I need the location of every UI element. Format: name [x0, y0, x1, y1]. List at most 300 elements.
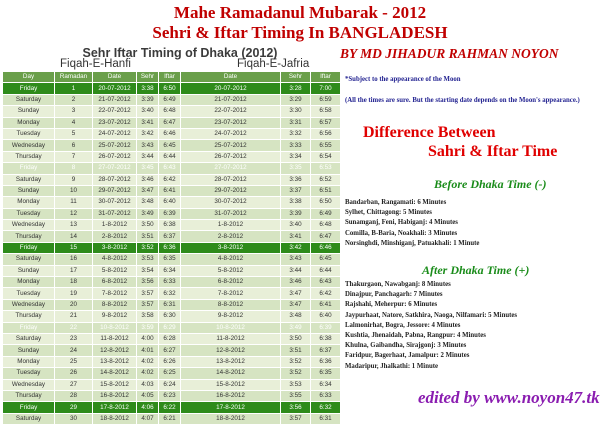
ramadan-cell: 24 [55, 345, 93, 356]
iftar-cell: 6:26 [159, 356, 181, 367]
iftar-cell: 6:38 [159, 220, 181, 231]
sehr-cell: 4:07 [137, 413, 159, 424]
sehr-cell: 3:52 [281, 368, 311, 379]
iftar-cell: 6:27 [159, 345, 181, 356]
sehr-cell: 3:47 [281, 288, 311, 299]
iftar-cell: 6:30 [159, 311, 181, 322]
table-row [181, 117, 341, 128]
table-row [181, 345, 341, 356]
date-cell: 3-8-2012 [181, 242, 281, 253]
table-row [181, 163, 341, 174]
date-cell: 17-8-2012 [93, 402, 137, 413]
iftar-cell: 6:47 [311, 231, 341, 242]
iftar-cell: 6:56 [311, 128, 341, 139]
date-cell: 29-07-2012 [181, 185, 281, 196]
iftar-cell: 6:46 [159, 128, 181, 139]
table-row [181, 402, 341, 413]
iftar-cell: 6:43 [159, 163, 181, 174]
date-cell: 14-8-2012 [93, 368, 137, 379]
table-row [181, 265, 341, 276]
iftar-cell: 6:49 [159, 94, 181, 105]
table-row [3, 379, 181, 390]
iftar-cell: 6:46 [311, 242, 341, 253]
date-cell: 16-8-2012 [93, 390, 137, 401]
date-cell: 24-07-2012 [181, 128, 281, 139]
iftar-cell: 6:51 [311, 185, 341, 196]
day-cell: Sunday [3, 265, 55, 276]
ramadan-cell: 17 [55, 265, 93, 276]
iftar-cell: 6:29 [159, 322, 181, 333]
table-row [181, 174, 341, 185]
list-item: Sylhet, Chittagong: 5 Minutes [345, 209, 432, 217]
col-header-iftar: Iftar [311, 72, 341, 83]
day-cell: Tuesday [3, 128, 55, 139]
date-cell: 30-07-2012 [181, 197, 281, 208]
day-cell: Tuesday [3, 368, 55, 379]
list-item: Kushtia, Jhenaidah, Pabna, Rangpur: 4 Minutes [345, 332, 486, 340]
sehr-cell: 3:52 [137, 242, 159, 253]
date-cell: 28-07-2012 [93, 174, 137, 185]
date-cell: 11-8-2012 [181, 333, 281, 344]
sehr-cell: 3:54 [137, 265, 159, 276]
table-row [181, 242, 341, 253]
table-row [3, 368, 181, 379]
table-row [181, 197, 341, 208]
date-cell: 18-8-2012 [93, 413, 137, 424]
iftar-cell: 6:42 [311, 288, 341, 299]
sehr-cell: 3:28 [281, 83, 311, 94]
list-item: Lalmonirhat, Bogra, Jessore: 4 Minutes [345, 321, 461, 329]
iftar-cell: 6:32 [159, 288, 181, 299]
col-header-sehr: Sehr [281, 72, 311, 83]
ramadan-cell: 4 [55, 117, 93, 128]
list-item: Madaripur, Jhalkathi: 1 Minute [345, 362, 439, 370]
date-cell: 4-8-2012 [93, 254, 137, 265]
iftar-cell: 6:41 [311, 299, 341, 310]
iftar-cell: 6:58 [311, 106, 341, 117]
sehr-cell: 3:58 [137, 311, 159, 322]
date-cell: 8-8-2012 [181, 299, 281, 310]
day-cell: Thursday [3, 311, 55, 322]
day-cell: Wednesday [3, 140, 55, 151]
table-row [3, 333, 181, 344]
date-cell: 14-8-2012 [181, 368, 281, 379]
col-header-sehr: Sehr [137, 72, 159, 83]
date-cell: 11-8-2012 [93, 333, 137, 344]
date-cell: 9-8-2012 [93, 311, 137, 322]
day-cell: Tuesday [3, 288, 55, 299]
date-cell: 12-8-2012 [93, 345, 137, 356]
col-header-iftar: Iftar [159, 72, 181, 83]
before-dhaka-heading: Before Dhaka Time (-) [434, 177, 547, 191]
iftar-cell: 6:39 [311, 322, 341, 333]
date-cell: 1-8-2012 [181, 220, 281, 231]
sehr-cell: 3:40 [137, 106, 159, 117]
date-cell: 15-8-2012 [181, 379, 281, 390]
ramadan-cell: 13 [55, 220, 93, 231]
iftar-cell: 6:24 [159, 379, 181, 390]
sehr-cell: 3:31 [281, 117, 311, 128]
times-note: (All the times are sure. But the starting date depends on the Moon's appearance.) [345, 97, 580, 104]
ramadan-cell: 26 [55, 368, 93, 379]
before-dhaka-list [345, 198, 600, 249]
date-cell: 21-07-2012 [181, 94, 281, 105]
ramadan-cell: 9 [55, 174, 93, 185]
date-cell: 27-07-2012 [181, 163, 281, 174]
iftar-cell: 6:35 [311, 368, 341, 379]
table-row [181, 140, 341, 151]
edited-by-watermark: edited by www.noyon47.tk [418, 388, 600, 407]
sehr-cell: 3:44 [137, 151, 159, 162]
list-item: Sunamganj, Feni, Habiganj: 4 Minutes [345, 219, 458, 227]
date-cell: 16-8-2012 [181, 390, 281, 401]
sehr-cell: 3:32 [281, 128, 311, 139]
sehr-cell: 3:35 [281, 163, 311, 174]
table-row [3, 413, 181, 424]
sehr-cell: 3:57 [281, 413, 311, 424]
iftar-cell: 6:38 [311, 333, 341, 344]
iftar-cell: 6:37 [159, 231, 181, 242]
table-row [181, 208, 341, 219]
iftar-cell: 6:28 [159, 333, 181, 344]
sehr-cell: 3:52 [281, 356, 311, 367]
sehr-cell: 3:50 [137, 220, 159, 231]
table-row [3, 288, 181, 299]
date-cell: 28-07-2012 [181, 174, 281, 185]
after-dhaka-heading: After Dhaka Time (+) [422, 263, 530, 277]
sehr-cell: 4:01 [137, 345, 159, 356]
day-cell: Saturday [3, 413, 55, 424]
sehr-cell: 3:48 [137, 197, 159, 208]
iftar-cell: 6:25 [159, 368, 181, 379]
table-row [3, 151, 181, 162]
iftar-cell: 6:33 [159, 277, 181, 288]
date-cell: 10-8-2012 [93, 322, 137, 333]
date-cell: 31-07-2012 [181, 208, 281, 219]
ramadan-cell: 6 [55, 140, 93, 151]
date-cell: 13-8-2012 [181, 356, 281, 367]
day-cell: Friday [3, 242, 55, 253]
sehr-cell: 3:56 [281, 402, 311, 413]
table-row [181, 106, 341, 117]
iftar-cell: 6:44 [159, 151, 181, 162]
table-row [181, 151, 341, 162]
table-row [3, 402, 181, 413]
iftar-cell: 6:35 [159, 254, 181, 265]
table-row [181, 333, 341, 344]
day-cell: Friday [3, 402, 55, 413]
date-cell: 24-07-2012 [93, 128, 137, 139]
table-row [181, 185, 341, 196]
table-header-row [3, 72, 181, 83]
sehr-cell: 3:39 [137, 94, 159, 105]
date-cell: 15-8-2012 [93, 379, 137, 390]
ramadan-cell: 5 [55, 128, 93, 139]
sehr-cell: 3:40 [281, 220, 311, 231]
sehr-cell: 3:51 [281, 345, 311, 356]
table-row [3, 254, 181, 265]
list-item: Jaypurhaat, Natore, Satkhira, Naoga, Nilfamari: 5 Minutes [345, 311, 518, 319]
list-item: Faridpur, Bagerhaat, Jamalpur: 2 Minutes [345, 352, 470, 360]
date-cell: 25-07-2012 [181, 140, 281, 151]
iftar-cell: 6:40 [159, 197, 181, 208]
day-cell: Monday [3, 277, 55, 288]
table-row [181, 311, 341, 322]
iftar-cell: 6:32 [311, 402, 341, 413]
iftar-cell: 6:23 [159, 390, 181, 401]
date-cell: 8-8-2012 [93, 299, 137, 310]
moon-note: *Subject to the appearance of the Moon [345, 76, 461, 83]
iftar-cell: 6:54 [311, 151, 341, 162]
day-cell: Sunday [3, 106, 55, 117]
table-row [3, 174, 181, 185]
iftar-cell: 6:53 [311, 163, 341, 174]
iftar-cell: 6:48 [311, 220, 341, 231]
iftar-cell: 6:52 [311, 174, 341, 185]
col-header-date: Date [181, 72, 281, 83]
list-item: Dinajpur, Panchagarh: 7 Minutes [345, 291, 443, 299]
day-cell: Sunday [3, 185, 55, 196]
table-row [3, 185, 181, 196]
table-row [3, 128, 181, 139]
iftar-cell: 6:48 [159, 106, 181, 117]
table-row [181, 413, 341, 424]
sehr-cell: 3:33 [281, 140, 311, 151]
date-cell: 23-07-2012 [181, 117, 281, 128]
table-row [3, 390, 181, 401]
day-cell: Thursday [3, 151, 55, 162]
table-row [181, 254, 341, 265]
sehr-cell: 3:49 [137, 208, 159, 219]
table-row [3, 356, 181, 367]
iftar-cell: 6:43 [311, 277, 341, 288]
ramadan-cell: 19 [55, 288, 93, 299]
col-header-date: Date [93, 72, 137, 83]
date-cell: 2-8-2012 [181, 231, 281, 242]
list-item: Rajshahi, Meherpur: 6 Minutes [345, 301, 438, 309]
sehr-cell: 3:43 [281, 254, 311, 265]
table-row [3, 265, 181, 276]
iftar-cell: 6:42 [159, 174, 181, 185]
table-row [3, 106, 181, 117]
sehr-cell: 3:41 [281, 231, 311, 242]
day-cell: Sunday [3, 345, 55, 356]
iftar-cell: 6:31 [311, 413, 341, 424]
table-title: Sehr Iftar Timing of Dhaka (2012) [82, 46, 278, 60]
iftar-cell: 6:34 [311, 379, 341, 390]
iftar-cell: 6:59 [311, 94, 341, 105]
iftar-cell: 6:41 [159, 185, 181, 196]
day-cell: Saturday [3, 333, 55, 344]
date-cell: 6-8-2012 [93, 277, 137, 288]
sehr-cell: 3:49 [281, 322, 311, 333]
iftar-cell: 6:50 [311, 197, 341, 208]
table-row [3, 117, 181, 128]
iftar-cell: 6:55 [311, 140, 341, 151]
difference-heading-line2: Sahri & Iftar Time [428, 143, 558, 160]
ramadan-cell: 3 [55, 106, 93, 117]
date-cell: 13-8-2012 [93, 356, 137, 367]
sehr-cell: 4:02 [137, 368, 159, 379]
table-row [3, 197, 181, 208]
day-cell: Monday [3, 356, 55, 367]
day-cell: Monday [3, 117, 55, 128]
list-item: Comilla, B-Baria, Noakhali: 3 Minutes [345, 229, 458, 237]
sehr-cell: 3:39 [281, 208, 311, 219]
date-cell: 5-8-2012 [93, 265, 137, 276]
date-cell: 2-8-2012 [93, 231, 137, 242]
date-cell: 31-07-2012 [93, 208, 137, 219]
sehr-cell: 3:42 [281, 242, 311, 253]
table-row [181, 390, 341, 401]
author-byline: BY MD JIHADUR RAHMAN NOYON [340, 46, 559, 61]
date-cell: 10-8-2012 [181, 322, 281, 333]
table-row [3, 299, 181, 310]
day-cell: Monday [3, 197, 55, 208]
table-row [3, 277, 181, 288]
sehr-cell: 4:05 [137, 390, 159, 401]
ramadan-cell: 27 [55, 379, 93, 390]
ramadan-cell: 7 [55, 151, 93, 162]
table-row [3, 231, 181, 242]
date-cell: 17-8-2012 [181, 402, 281, 413]
ramadan-cell: 11 [55, 197, 93, 208]
table-row [3, 311, 181, 322]
iftar-cell: 6:33 [311, 390, 341, 401]
day-cell: Thursday [3, 231, 55, 242]
sehr-cell: 3:45 [137, 163, 159, 174]
difference-heading-line1: Difference Between [363, 124, 496, 141]
ramadan-cell: 1 [55, 83, 93, 94]
page-title-line2: Sehri & Iftar Timing In BANGLADESH [152, 23, 448, 42]
page-title-line1: Mahe Ramadanul Mubarak - 2012 [173, 3, 427, 22]
sehr-cell: 4:03 [137, 379, 159, 390]
iftar-cell: 6:39 [159, 208, 181, 219]
sehr-cell: 3:30 [281, 106, 311, 117]
table-row [181, 288, 341, 299]
sehr-cell: 3:38 [137, 83, 159, 94]
iftar-cell: 6:40 [311, 311, 341, 322]
sehr-cell: 3:47 [137, 185, 159, 196]
sehr-cell: 4:00 [137, 333, 159, 344]
list-item: Thakurgaon, Nawabganj: 8 Minutes [345, 281, 451, 288]
iftar-cell: 6:44 [311, 265, 341, 276]
date-cell: 4-8-2012 [181, 254, 281, 265]
day-cell: Saturday [3, 254, 55, 265]
sehr-cell: 3:46 [137, 174, 159, 185]
table-row [3, 220, 181, 231]
ramadan-cell: 15 [55, 242, 93, 253]
day-cell: Friday [3, 322, 55, 333]
date-cell: 26-07-2012 [93, 151, 137, 162]
day-cell: Friday [3, 163, 55, 174]
day-cell: Wednesday [3, 299, 55, 310]
table-row [181, 368, 341, 379]
sehr-cell: 3:37 [281, 185, 311, 196]
sehr-cell: 4:06 [137, 402, 159, 413]
table-row [181, 356, 341, 367]
sehr-cell: 4:02 [137, 356, 159, 367]
list-item: Khulna, Gaibandha, Sirajgonj: 3 Minutes [345, 342, 467, 350]
sehr-cell: 3:47 [281, 299, 311, 310]
sehr-cell: 3:51 [137, 231, 159, 242]
table-row [3, 208, 181, 219]
date-cell: 22-07-2012 [93, 106, 137, 117]
iftar-cell: 6:37 [311, 345, 341, 356]
date-cell: 26-07-2012 [181, 151, 281, 162]
date-cell: 21-07-2012 [93, 94, 137, 105]
sehr-cell: 3:57 [137, 299, 159, 310]
iftar-cell: 6:22 [159, 402, 181, 413]
table-row [3, 83, 181, 94]
day-cell: Thursday [3, 390, 55, 401]
date-cell: 5-8-2012 [181, 265, 281, 276]
sehr-cell: 3:34 [281, 151, 311, 162]
table-row [3, 345, 181, 356]
day-cell: Wednesday [3, 220, 55, 231]
sehr-cell: 3:46 [281, 277, 311, 288]
date-cell: 23-07-2012 [93, 117, 137, 128]
sehr-cell: 3:50 [281, 333, 311, 344]
day-cell: Wednesday [3, 379, 55, 390]
after-dhaka-list [345, 280, 600, 372]
ramadan-cell: 22 [55, 322, 93, 333]
ramadan-cell: 30 [55, 413, 93, 424]
table-row [3, 140, 181, 151]
iftar-cell: 6:57 [311, 117, 341, 128]
iftar-cell: 6:47 [159, 117, 181, 128]
day-cell: Friday [3, 83, 55, 94]
sehr-cell: 3:43 [137, 140, 159, 151]
day-cell: Saturday [3, 174, 55, 185]
table-header-row [181, 72, 341, 83]
table-row [181, 322, 341, 333]
date-cell: 1-8-2012 [93, 220, 137, 231]
iftar-cell: 6:31 [159, 299, 181, 310]
ramadan-cell: 25 [55, 356, 93, 367]
sehr-cell: 3:48 [281, 311, 311, 322]
table-row [181, 128, 341, 139]
date-cell: 27-07-2012 [93, 163, 137, 174]
ramadan-cell: 10 [55, 185, 93, 196]
iftar-cell: 6:36 [159, 242, 181, 253]
day-cell: Tuesday [3, 208, 55, 219]
sehr-cell: 3:53 [137, 254, 159, 265]
list-item: Bandarban, Rangamati: 6 Minutes [345, 199, 447, 206]
iftar-cell: 6:45 [311, 254, 341, 265]
iftar-cell: 6:21 [159, 413, 181, 424]
sehr-cell: 3:29 [281, 94, 311, 105]
date-cell: 22-07-2012 [181, 106, 281, 117]
ramadan-cell: 29 [55, 402, 93, 413]
sehr-cell: 3:53 [281, 379, 311, 390]
ramadan-cell: 16 [55, 254, 93, 265]
col-header-day: Day [3, 72, 55, 83]
ramadan-cell: 23 [55, 333, 93, 344]
date-cell: 30-07-2012 [93, 197, 137, 208]
date-cell: 18-8-2012 [181, 413, 281, 424]
table-row [181, 299, 341, 310]
ramadan-cell: 21 [55, 311, 93, 322]
list-item: Norsinghdi, Minshiganj, Patuakhali: 1 Minute [345, 239, 480, 247]
sehr-cell: 3:42 [137, 128, 159, 139]
date-cell: 3-8-2012 [93, 242, 137, 253]
sehr-cell: 3:56 [137, 277, 159, 288]
fiqah-jafria-label: Fiqah-E-Jafria [237, 58, 310, 70]
ramadan-cell: 14 [55, 231, 93, 242]
date-cell: 6-8-2012 [181, 277, 281, 288]
ramadan-cell: 18 [55, 277, 93, 288]
